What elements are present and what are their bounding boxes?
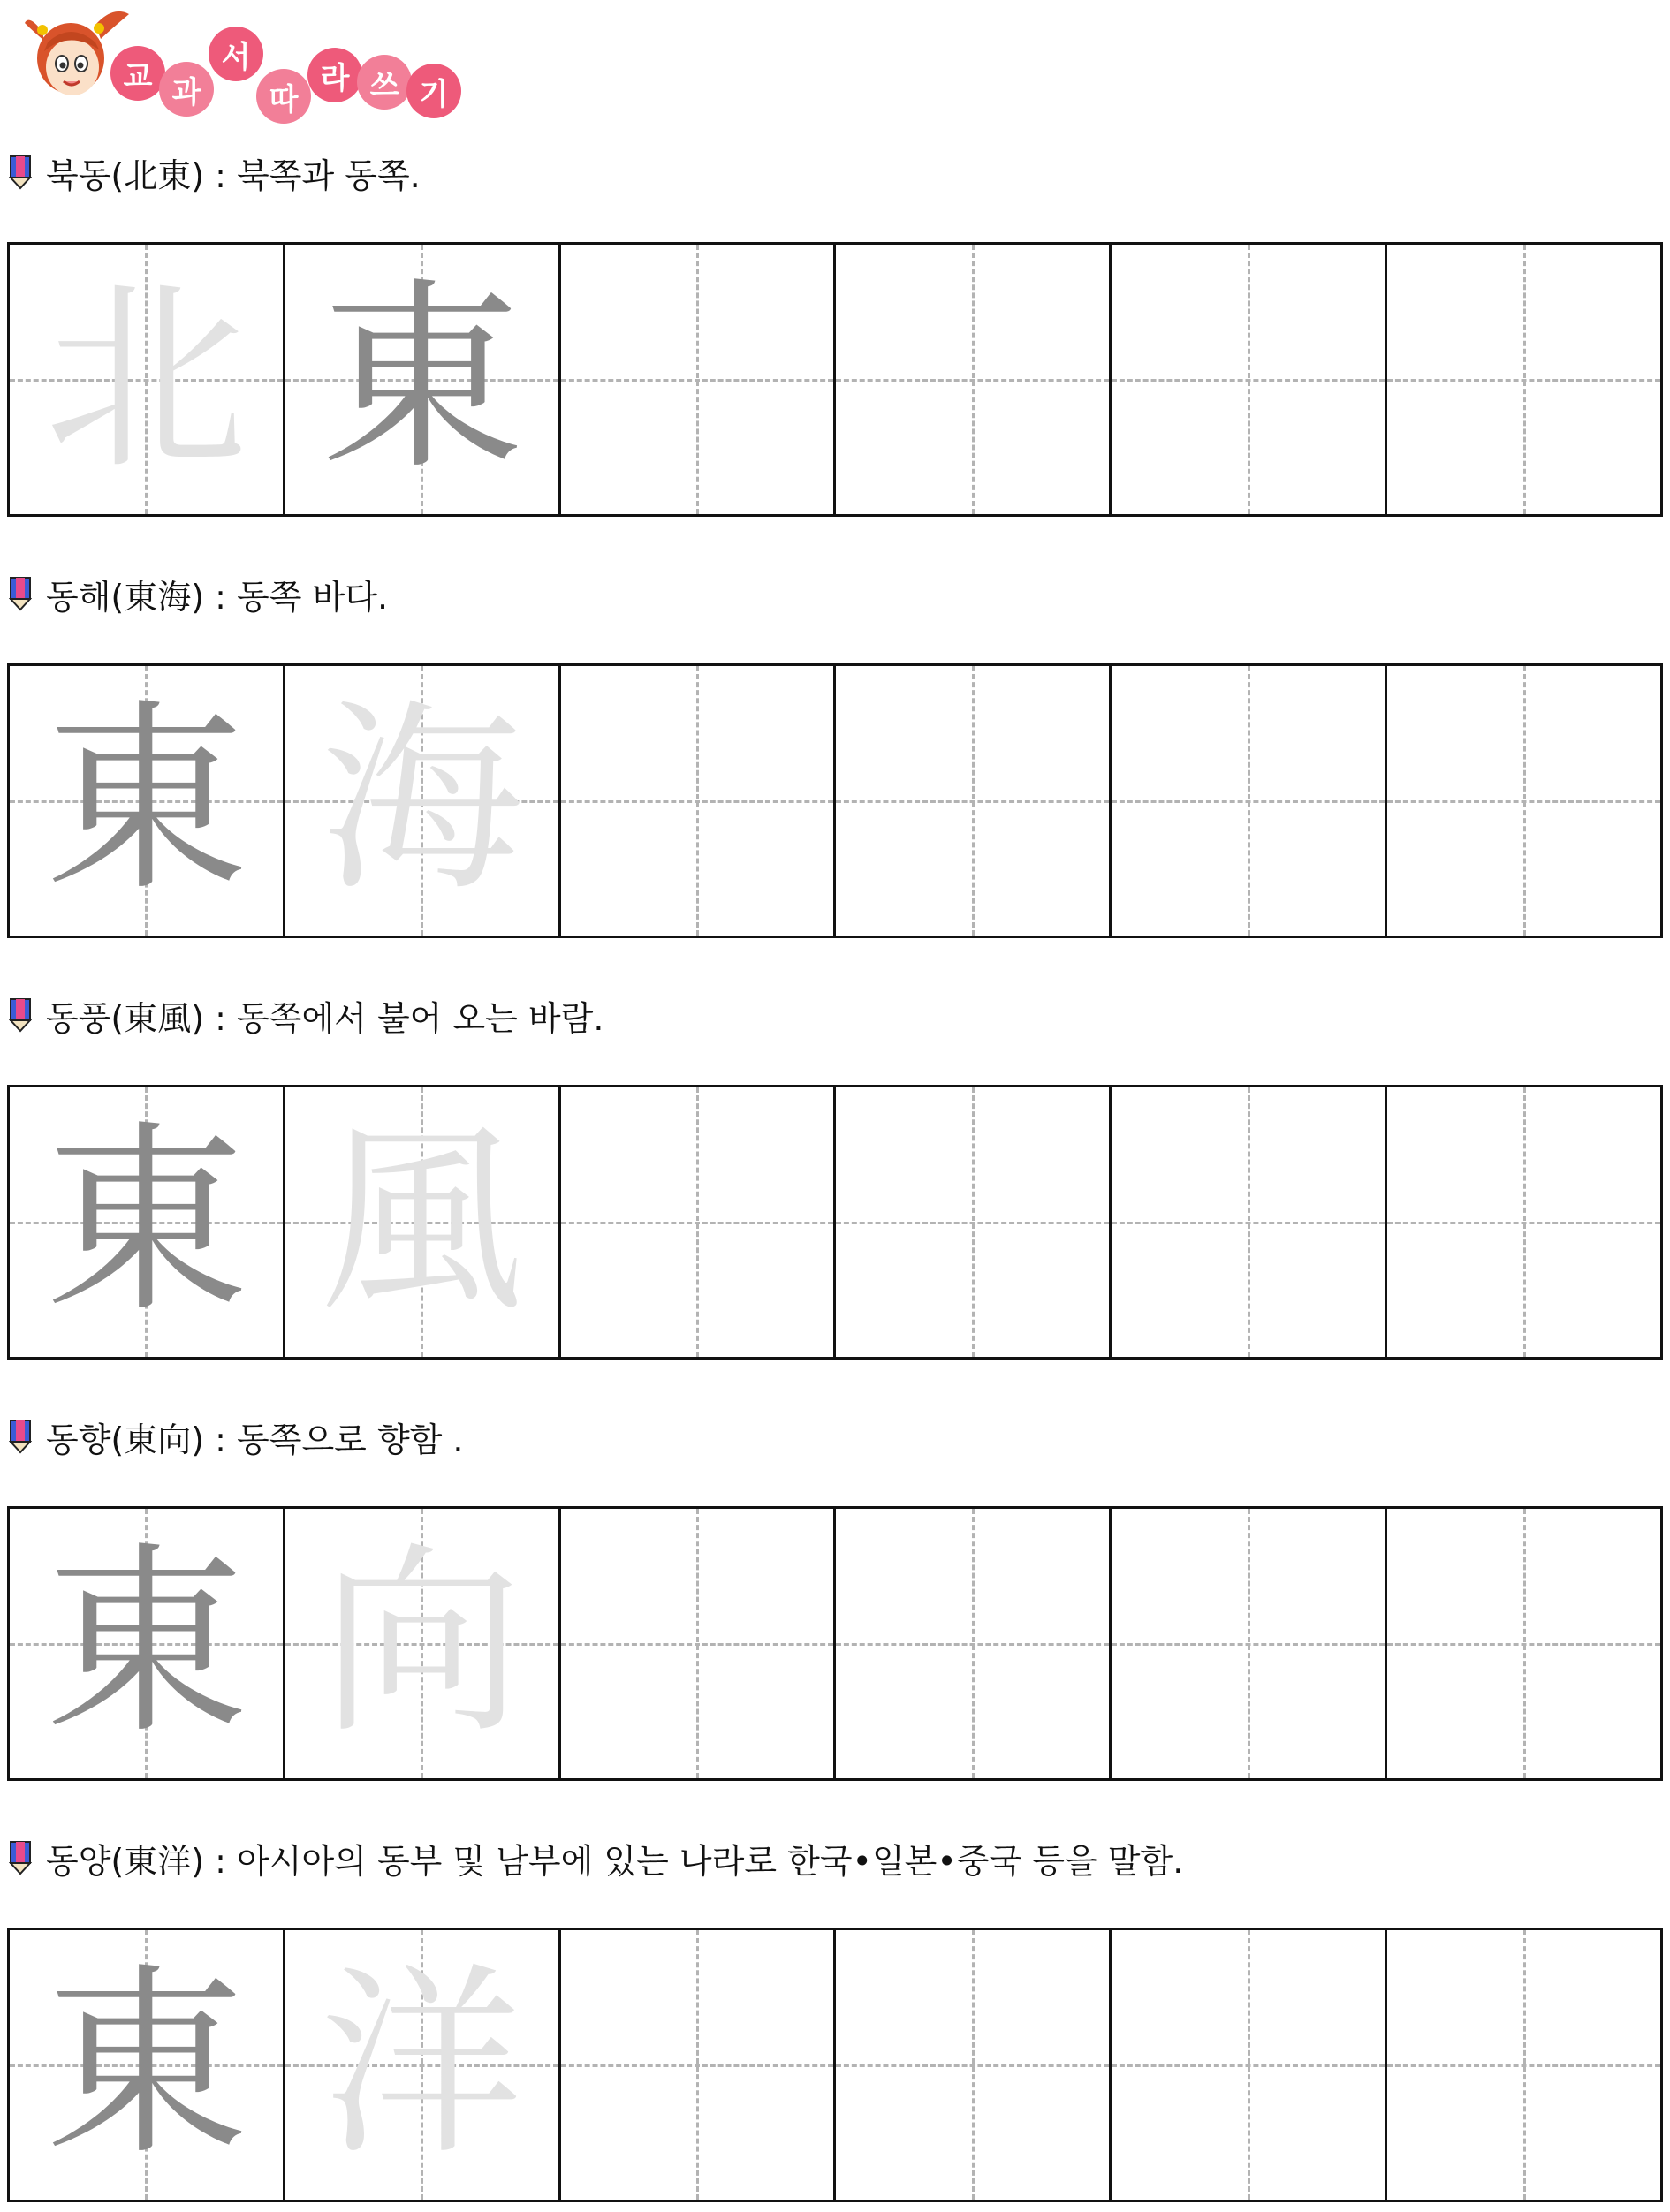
trace-character: 風 xyxy=(320,1103,524,1340)
grid-cell[interactable] xyxy=(561,1509,837,1778)
grid-cell[interactable] xyxy=(285,1087,561,1357)
grid-cell[interactable] xyxy=(1112,245,1387,514)
grid-cell[interactable] xyxy=(836,1087,1112,1357)
pencil-icon xyxy=(9,576,32,611)
pencil-icon xyxy=(9,1840,32,1875)
grid-cell[interactable] xyxy=(285,1509,561,1778)
practice-grid xyxy=(7,663,1663,938)
trace-character: 海 xyxy=(320,682,524,919)
grid-cell[interactable] xyxy=(836,1509,1112,1778)
practice-grid xyxy=(7,1928,1663,2202)
grid-cell[interactable] xyxy=(1387,1509,1660,1778)
title-char: 쓰 xyxy=(357,55,412,110)
entry-label-text: 동해(東海) : 동쪽 바다. xyxy=(46,577,389,617)
grid-cell[interactable] xyxy=(10,1087,285,1357)
entry-label-text: 동풍(東風) : 동쪽에서 불어 오는 바람. xyxy=(46,998,604,1038)
grid-cell[interactable] xyxy=(561,666,837,936)
practice-grid xyxy=(7,1085,1663,1360)
entry-label xyxy=(9,993,603,1037)
entry-label xyxy=(9,572,388,616)
trace-character: 東 xyxy=(44,1946,248,2183)
pencil-icon xyxy=(9,1419,32,1454)
grid-cell[interactable] xyxy=(1112,1087,1387,1357)
title-banner xyxy=(25,5,484,120)
title-char: 따 xyxy=(256,69,311,124)
trace-character: 洋 xyxy=(320,1946,524,2183)
title-char: 라 xyxy=(307,48,362,102)
entry-label xyxy=(9,150,421,194)
trace-character: 向 xyxy=(320,1525,524,1761)
grid-cell[interactable] xyxy=(1387,245,1660,514)
grid-cell[interactable] xyxy=(1387,666,1660,936)
grid-cell[interactable] xyxy=(1387,1087,1660,1357)
title-char: 과 xyxy=(159,62,214,117)
grid-cell[interactable] xyxy=(561,1930,837,2200)
entry-label xyxy=(9,1836,1183,1880)
grid-cell[interactable] xyxy=(285,1930,561,2200)
grid-cell[interactable] xyxy=(10,1509,285,1778)
trace-character: 北 xyxy=(44,261,248,497)
practice-grid xyxy=(7,1506,1663,1781)
title-char: 기 xyxy=(406,64,461,118)
grid-cell[interactable] xyxy=(10,1930,285,2200)
grid-cell[interactable] xyxy=(10,666,285,936)
grid-cell[interactable] xyxy=(10,245,285,514)
entry-label-text: 북동(北東) : 북쪽과 동쪽. xyxy=(46,155,421,195)
practice-grid xyxy=(7,242,1663,517)
pencil-icon xyxy=(9,155,32,190)
grid-cell[interactable] xyxy=(1387,1930,1660,2200)
grid-cell[interactable] xyxy=(836,245,1112,514)
grid-cell[interactable] xyxy=(1112,1509,1387,1778)
trace-character: 東 xyxy=(44,682,248,919)
pencil-icon xyxy=(9,997,32,1033)
trace-character: 東 xyxy=(320,261,524,497)
entry-label-text: 동향(東向) : 동쪽으로 향함 . xyxy=(46,1420,464,1459)
grid-cell[interactable] xyxy=(285,666,561,936)
grid-cell[interactable] xyxy=(836,666,1112,936)
title-char: 교 xyxy=(110,46,165,101)
trace-character: 東 xyxy=(44,1103,248,1340)
grid-cell[interactable] xyxy=(836,1930,1112,2200)
entry-label xyxy=(9,1414,464,1458)
grid-cell[interactable] xyxy=(285,245,561,514)
grid-cell[interactable] xyxy=(1112,1930,1387,2200)
title-char: 서 xyxy=(209,27,263,81)
grid-cell[interactable] xyxy=(561,1087,837,1357)
grid-cell[interactable] xyxy=(561,245,837,514)
entry-label-text: 동양(東洋) : 아시아의 동부 및 남부에 있는 나라로 한국•일본•중국 등을 말함. xyxy=(46,1841,1184,1881)
grid-cell[interactable] xyxy=(1112,666,1387,936)
trace-character: 東 xyxy=(44,1525,248,1761)
